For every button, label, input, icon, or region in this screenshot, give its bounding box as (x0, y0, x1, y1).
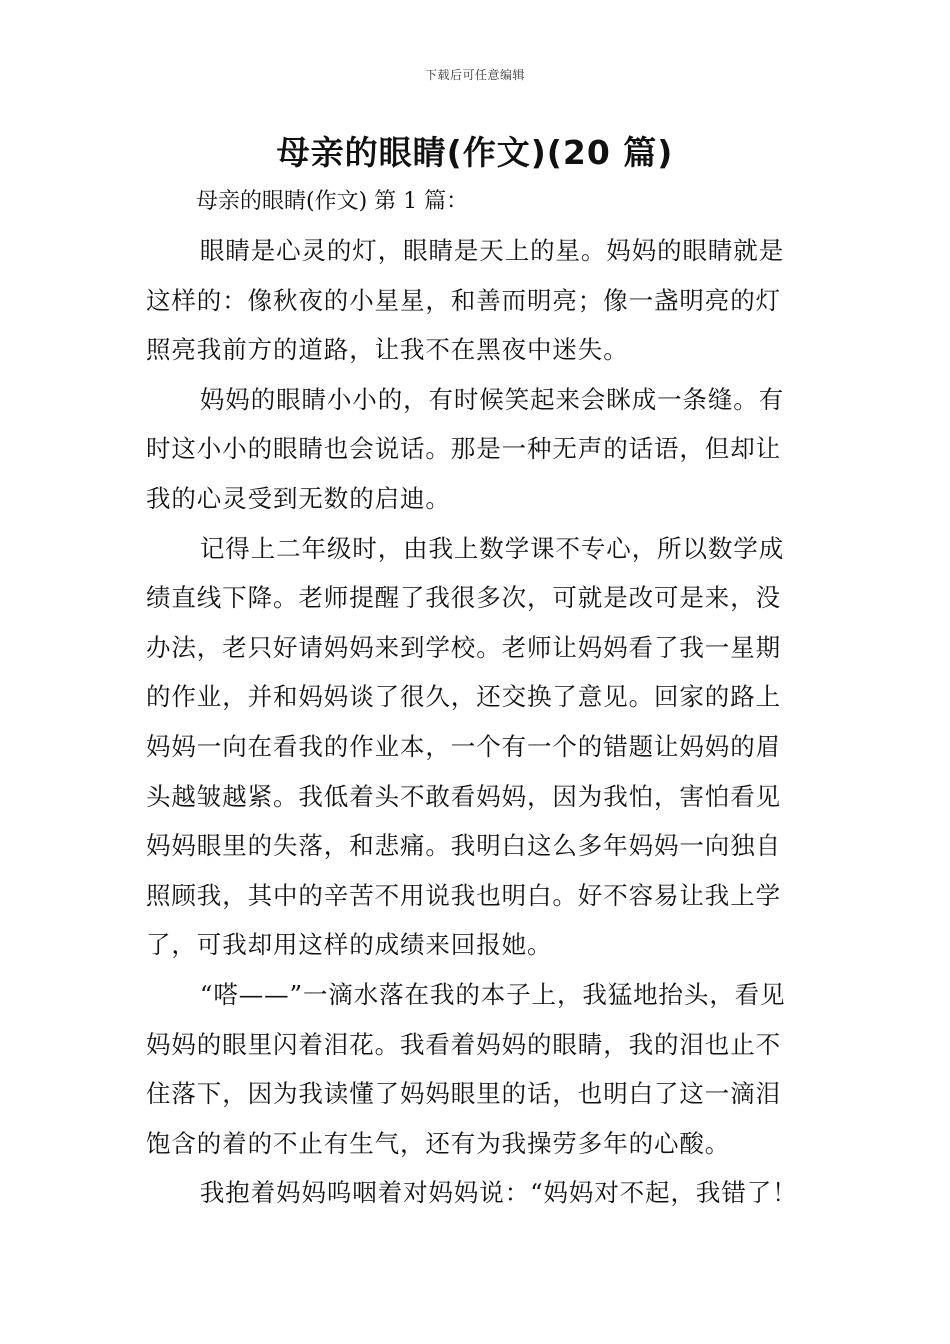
paragraph-4: “嗒——”一滴水落在我的本子上，我猛地抬头，看见妈妈的眼里闪着泪花。我看着妈妈的眼睛，我的泪也止不住落下，因为我读懂了妈妈眼里的话，也明白了这一滴泪饱含的着的不止有生气，还有为我操劳多年的心酸。 (146, 979, 786, 1158)
paragraph-1: 眼睛是心灵的灯，眼睛是天上的星。妈妈的眼睛就是这样的：像秋夜的小星星，和善而明亮；像一盏明亮的灯照亮我前方的道路，让我不在黑夜中迷失。 (146, 236, 785, 365)
article-body (146, 226, 806, 1218)
section-heading: 母亲的眼睛(作文) 第 1 篇： (196, 189, 469, 214)
header-note: 下载后可任意编辑 (424, 68, 525, 82)
paragraph-5: 我抱着妈妈呜咽着对妈妈说：“妈妈对不起，我错了！ (199, 1178, 798, 1208)
paragraph-3: 记得上二年级时，由我上数学课不专心，所以数学成绩直线下降。老师提醒了我很多次，可就是改可是来，没办法，老只好请妈妈来到学校。老师让妈妈看了我一星期的作业，并和妈妈谈了很久，还交换了意见。回家的路上妈妈一向在看我的作业本，一个有一个的错题让妈妈的眉头越皱越紧。我低着头不敢看妈妈，因为我怕，害怕看见妈妈眼里的失落，和悲痛。我明白这么多年妈妈一向独自照顾我，其中的辛苦不用说我也明白。好不容易让我上学了，可我却用这样的成绩来回报她。 (146, 533, 785, 960)
paragraph-2: 妈妈的眼睛小小的，有时候笑起来会眯成一条缝。有时这小小的眼睛也会说话。那是一种无声的话语，但却让我的心灵受到无数的启迪。 (146, 384, 785, 513)
document-title: 母亲的眼睛(作文)(20 篇) (276, 133, 674, 172)
